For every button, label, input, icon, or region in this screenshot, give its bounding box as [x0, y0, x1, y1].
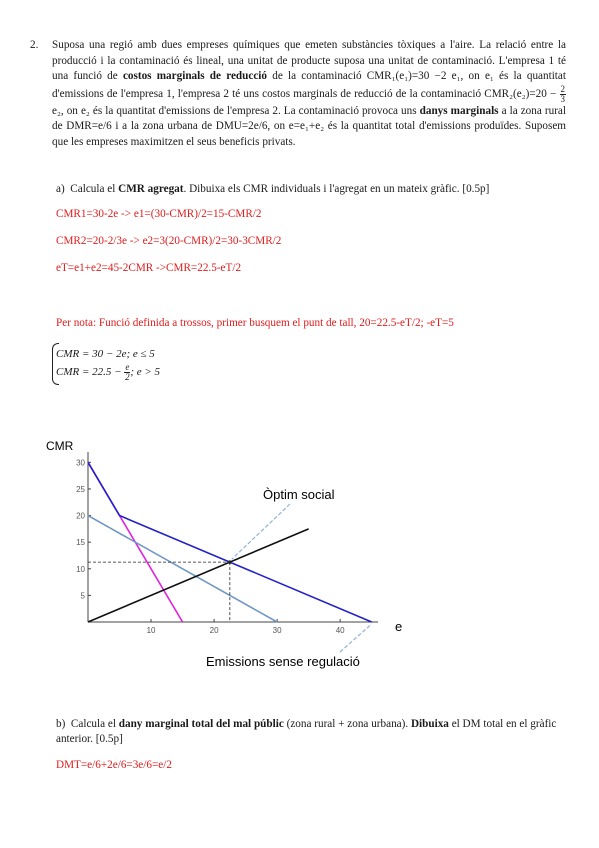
x-tick-label: 40 [335, 626, 345, 635]
x-tick-label: 20 [209, 626, 219, 635]
annotation-optimum: Òptim social [263, 487, 335, 502]
y-axis-label: CMR [46, 439, 74, 453]
answer-line-1: CMR1=30-2e -> e1=(30-CMR)/2=15-CMR/2 [56, 208, 262, 220]
annotation-unregulated: Emissions sense regulació [206, 654, 360, 669]
part-b-answer: DMT=e/6+2e/6=3e/6=e/2 [56, 759, 172, 771]
formula-case-1: CMR = 30 − 2e; e ≤ 5 [56, 348, 155, 360]
series-line-3 [88, 529, 309, 622]
formula-case-2: CMR = 22.5 − $\frac{e}{2}$ ; e > 5 [56, 362, 161, 382]
series-line-1 [88, 516, 277, 622]
answer-note: Per nota: Funció definida a trossos, primer busquem el punt de tall, 20=22.5-eT/2; -eT=5 [56, 317, 454, 329]
question-2 [30, 38, 566, 151]
y-tick-label: 20 [76, 511, 85, 521]
answer-line-2: CMR2=20-2/3e -> e2=3(20-CMR)/2=30-3CMR/2 [56, 235, 282, 247]
optimum-arrow [232, 504, 290, 559]
x-tick-label: 10 [146, 626, 156, 635]
part-b-question: b) Calcula el dany marginal total del mal públic (zona rural + zona urbana). Dibuixa el DM total en el gràfic anterior. [0.5p] [56, 718, 557, 745]
x-axis-label: e [395, 619, 403, 634]
y-tick-label: 15 [76, 538, 85, 548]
question-text: Suposa una regió amb dues empreses químiques que emeten substàncies tòxiques a l'aire. La relació entre la producció i la contaminació és lineal, una unitat de producte suposa una unitat de contaminació. L'empresa 1 té una funció de costos marginals de reducció de la contaminació CMR₁(e₁)=30 −2 e₁, on e₁ és la quantitat d'emissions de l'empresa 1, l'empresa 2 té uns costos marginals de reducció de la contaminació CMR₂(e₂)=20 − $\frac{2}{3}$ e₂, on e₂ és la quantitat d'emissions de l'empresa 2. La contaminació provoca uns danys marginals a la zona rural de DMR=e/6 i a la zona urbana de DMU=2e/6, on e=e₁+e₂ és la quantitat total d'emissions produïdes. Suposem que les empreses maximitzen el seus beneficis privats. [52, 39, 566, 148]
cmr-chart [0, 430, 599, 680]
answer-line-3: eT=e1+e2=45-2CMR ->CMR=22.5-eT/2 [56, 262, 242, 274]
optimum-point [228, 560, 232, 564]
y-tick-label: 10 [76, 564, 85, 574]
x-tick-label: 30 [272, 626, 282, 635]
question-number: 2. [30, 39, 39, 51]
y-tick-label: 25 [76, 484, 85, 494]
y-tick-label: 5 [80, 591, 85, 601]
piecewise-formula [56, 345, 160, 382]
unregulated-arrow [340, 624, 372, 652]
part-a-question: a) Calcula el CMR agregat. Dibuixa els CMR individuals i l'agregat en un mateix gràfic. [0.5p] [56, 183, 490, 195]
y-tick-label: 30 [76, 458, 85, 468]
fraction: $\frac{2}{3}$ [560, 83, 565, 104]
